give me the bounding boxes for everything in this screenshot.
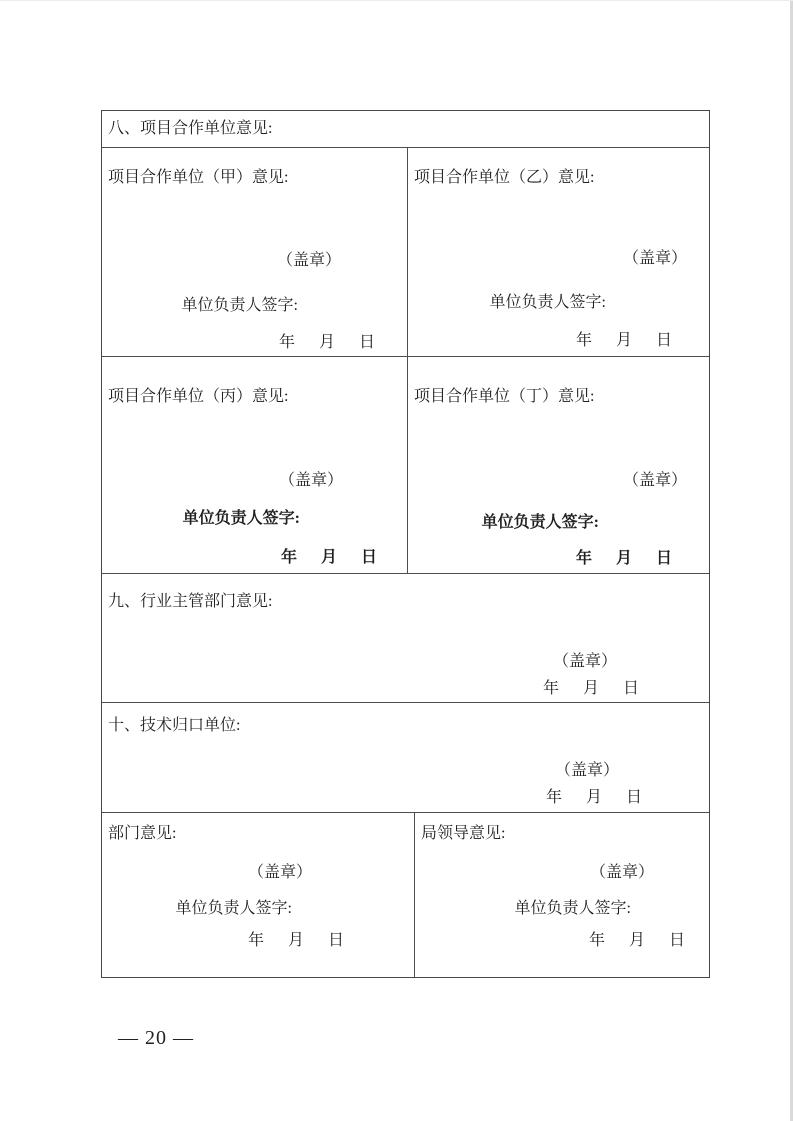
stamp-seal-text: （盖章） — [589, 864, 654, 881]
coop-unit-c-cell — [102, 357, 408, 573]
signature-line: 单位负责人签字: — [489, 294, 606, 311]
coop-units-row-1 — [102, 148, 709, 357]
signature-line: 单位负责人签字: — [181, 297, 298, 314]
signature-line: 单位负责人签字: — [514, 900, 631, 917]
coop-unit-b-cell — [408, 148, 709, 356]
date-line: 年 月 日 — [545, 789, 646, 806]
coop-unit-c-label: 项目合作单位（丙）意见: — [108, 388, 289, 405]
dept-leader-row — [102, 813, 709, 977]
stamp-seal-text: （盖章） — [276, 252, 341, 269]
coop-units-row-2 — [102, 357, 709, 574]
signature-line: 单位负责人签字: — [481, 514, 599, 531]
page-number: — 20 — — [118, 1027, 194, 1049]
coop-unit-d-cell — [408, 357, 709, 573]
stamp-seal-text: （盖章） — [552, 653, 617, 670]
section-8-header-row — [102, 111, 709, 148]
date-line: 年 月 日 — [247, 932, 348, 949]
coop-unit-a-label: 项目合作单位（甲）意见: — [108, 169, 289, 186]
section-8-title: 八、项目合作单位意见: — [108, 120, 273, 138]
section-10-tech-unit-cell — [102, 703, 709, 813]
date-line: 年 月 日 — [280, 549, 381, 566]
date-line: 年 月 日 — [588, 932, 689, 949]
coop-unit-b-label: 项目合作单位（乙）意见: — [414, 169, 595, 186]
section-9-title: 九、行业主管部门意见: — [108, 593, 273, 610]
section-10-title: 十、技术归口单位: — [108, 717, 241, 734]
stamp-seal-text: （盖章） — [247, 864, 312, 881]
signature-line: 单位负责人签字: — [175, 900, 292, 917]
coop-unit-a-cell — [102, 148, 408, 356]
dept-opinion-label: 部门意见: — [108, 825, 177, 842]
date-line: 年 月 日 — [542, 680, 643, 697]
scan-edge-artifact — [0, 0, 793, 1]
date-line: 年 月 日 — [575, 332, 676, 349]
stamp-seal-text: （盖章） — [622, 472, 687, 489]
bureau-leader-opinion-cell — [415, 813, 709, 977]
section-9-industry-dept-cell — [102, 574, 709, 703]
stamp-seal-text: （盖章） — [554, 762, 619, 779]
dept-opinion-cell — [102, 813, 415, 977]
date-line: 年 月 日 — [278, 334, 379, 351]
stamp-seal-text: （盖章） — [278, 472, 343, 489]
date-line: 年 月 日 — [575, 550, 676, 567]
stamp-seal-text: （盖章） — [622, 250, 687, 267]
coop-unit-d-label: 项目合作单位（丁）意见: — [414, 388, 595, 405]
approval-opinion-table — [101, 110, 710, 978]
bureau-leader-opinion-label: 局领导意见: — [421, 825, 506, 842]
signature-line: 单位负责人签字: — [182, 510, 300, 527]
